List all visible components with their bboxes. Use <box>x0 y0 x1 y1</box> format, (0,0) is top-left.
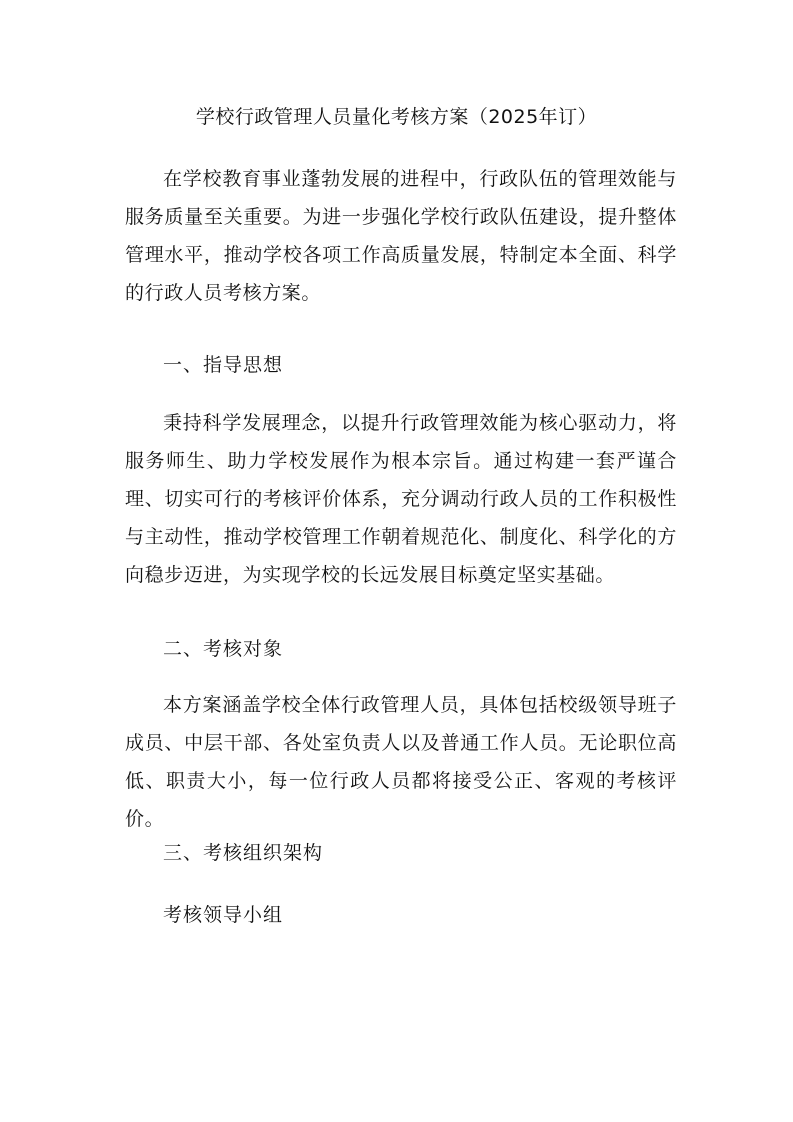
section-body-assessment-targets: 本方案涵盖学校全体行政管理人员，具体包括校级领导班子成员、中层干部、各处室负责人以及普通工作人员。无论职位高低、职责大小，每一位行政人员都将接受公正、客观的考核评价。 <box>125 694 677 830</box>
subheading-leadership-group: 考核领导小组 <box>163 904 284 926</box>
section-body-guiding-ideology: 秉持科学发展理念，以提升行政管理效能为核心驱动力，将服务师生、助力学校发展作为根本宗旨。通过构建一套严谨合理、切实可行的考核评价体系，充分调动行政人员的工作积极性与主动性，推动学校管理工作朝着规范化、制度化、科学化的方向稳步迈进，为实现学校的长远发展目标奠定坚实基础。 <box>125 412 677 586</box>
intro-paragraph: 在学校教育事业蓬勃发展的进程中，行政队伍的管理效能与服务质量至关重要。为进一步强化学校行政队伍建设，提升整体管理水平，推动学校各项工作高质量发展，特制定本全面、科学的行政人员考核方案。 <box>125 168 677 304</box>
document-title: 学校行政管理人员量化考核方案（2025年订） <box>195 106 598 128</box>
section-heading-guiding-ideology: 一、指导思想 <box>163 354 284 376</box>
section-heading-assessment-targets: 二、考核对象 <box>163 638 284 660</box>
section-heading-organization-structure: 三、考核组织架构 <box>163 842 324 864</box>
